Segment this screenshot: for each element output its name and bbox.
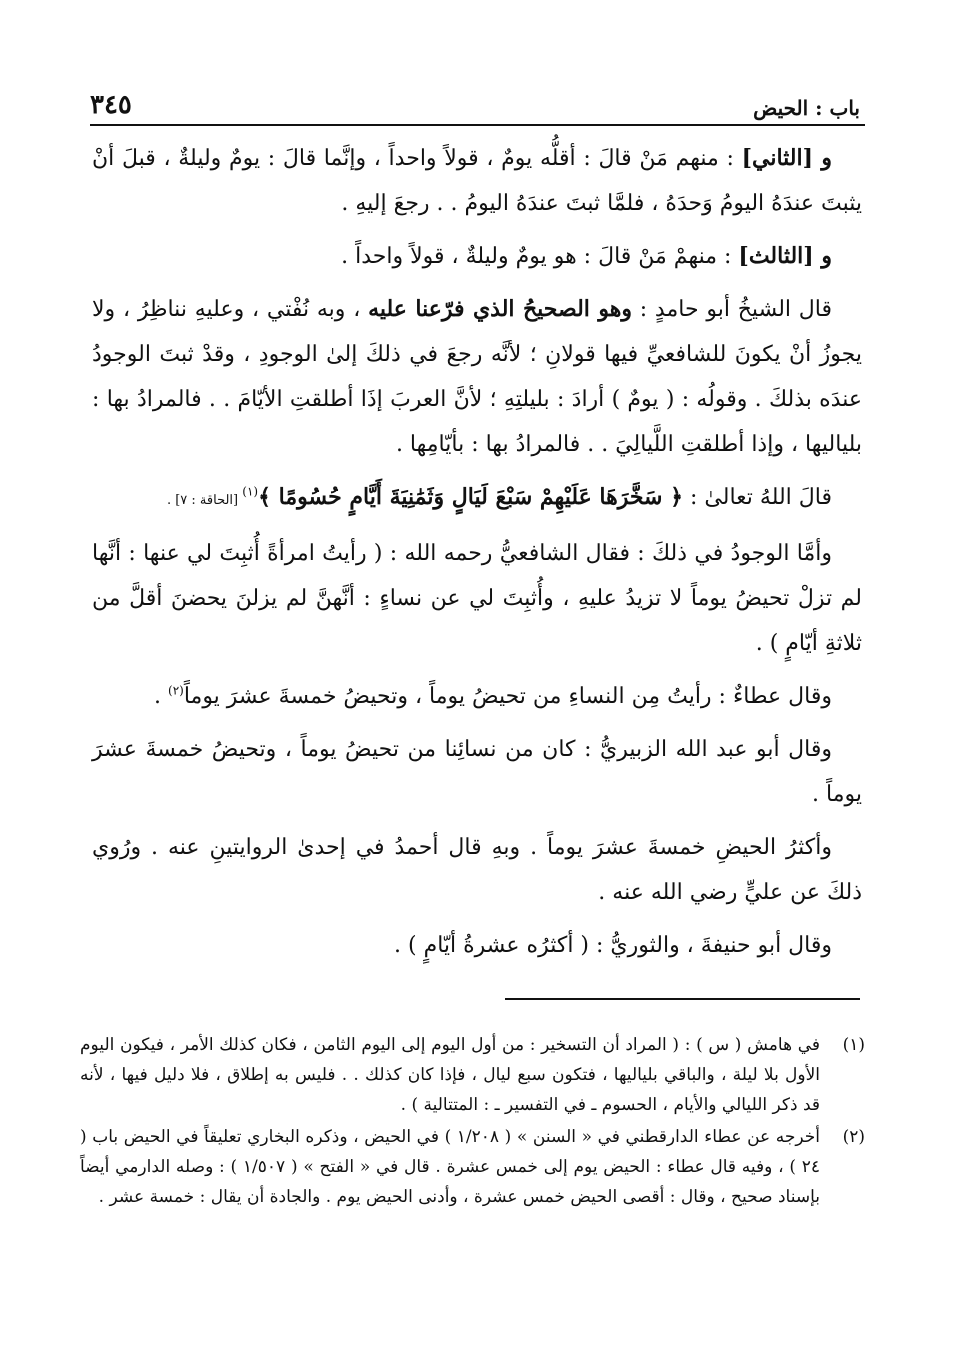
footnote-divider <box>505 998 860 1000</box>
page-number: ٣٤٥ <box>90 90 132 120</box>
paragraph-abu-hanifa: وقال أبو حنيفةَ ، والثوريُّ : ( أكثرُه عشرةُ أيّامٍ ) . <box>394 933 832 958</box>
paragraph-text: . <box>154 684 168 709</box>
paragraph-maximum-duration: وأكثرُ الحيضِ خمسةَ عشرَ يوماً . وبهِ قال أحمدُ في إحدىٰ الروايتينِ عنه . ورُوي ذلكَ عن عليٍّ رضي الله عنه . <box>92 835 862 905</box>
paragraph-abu-hamid <box>92 287 862 467</box>
paragraph-text: : منهم مَنْ قالَ : أقلُّه يومٌ ، قولاً واحداً ، وإنَّما قالَ : يومٌ وليلةٌ ، قبلَ أنْ يثبتَ عندَهُ اليومُ وَحدَهُ ، فلمَّا ثبتَ عندَهُ اليومُ . . رجعَ إليهِ . <box>92 146 862 216</box>
paragraph-second-opinion <box>92 136 862 226</box>
footnote-number: (٢) <box>842 1127 865 1147</box>
footnote-item <box>80 1122 865 1212</box>
paragraph-text: : منهمْ مَنْ قالَ : هو يومٌ وليلةٌ ، قولاً واحداً . <box>341 244 739 269</box>
section-label: و [الثاني] <box>741 145 832 171</box>
footnote-text: في هامش ( س ) : ( المراد أن التسخير : من أول اليوم إلى اليوم الثامن ، فكان كذلك الأمر ، فيكون اليوم الأول بلا ليلة ، والباقي بلياليها ، فتكون سبع ليال ، فإذا كان كذلك . . فليس به إطلاق ، فلا دليل فيها ، لأنه قد ذكر الليالي والأيام ، الحسوم ـ في التفسير ـ : المتتالية ) . <box>80 1035 820 1115</box>
main-text <box>92 136 862 976</box>
paragraph-text: ، وبه نُفْتي ، وعليهِ نناظِرُ ، ولا يجوزُ أنْ يكونَ للشافعيِّ فيها قولانِ ؛ لأنَّه رجعَ في ذلكَ إلىٰ الوجودِ ، وقدْ ثبتَ الوجودُ عندَه بذلكَ . وقولُه : ( يومٌ ) أرادَ : بليلتِهِ ؛ لأنَّ العربَ إذَا أطلقتِ الأيّامَ . . فالمرادُ بها : بلياليها ، وإذا أطلقتِ اللَّيالِيَ . . فالمرادُ بها : بأيّامِها . <box>92 297 862 457</box>
paragraph-shafii-observation: وأمَّا الوجودُ في ذلكَ : فقال الشافعيُّ رحمه الله : ( رأيتُ امرأةً أُثبِتَ لي عنها : أنَّها لم تزلْ تحيضُ يوماً لا تزيدُ عليهِ ، وأُثبِتَ لي عن نساءٍ : أنَّهنَّ لم يزلنَ يحضنَ أقلَّ من ثلاثةِ أيّامٍ ) . <box>92 541 862 656</box>
section-label: و [الثالث] <box>738 243 832 269</box>
paragraph-text: وقال عطاءٌ : رأيتُ مِن النساءِ من تحيضُ يوماً ، وتحيضُ خمسةَ عشرَ يوماً <box>183 684 832 709</box>
paragraph-ata <box>92 674 862 719</box>
chapter-title: باب : الحيض <box>753 96 860 120</box>
footnotes <box>80 1030 865 1214</box>
footnote-text: أخرجه عن عطاء الدارقطني في « السنن » ( ١/٢٠٨ ) في الحيض ، وذكره البخاري تعليقاً في الحيض باب ( ٢٤ ) ، وفيه قال عطاء : الحيض يوم إلى خمس عشرة . قال في « الفتح » ( ١/٥٠٧ ) : وصله الدارمي أيضاً بإسناد صحيح ، وقال : أقصى الحيض خمس عشرة ، وأدنى الحيض يوم . والجادة أن يقال : خمسة عشر . <box>80 1127 821 1207</box>
page-header <box>90 80 860 120</box>
paragraph-third-opinion <box>92 234 862 279</box>
paragraph-zubayri: وقال أبو عبد الله الزبيريُّ : كان من نسائِنا من تحيضُ يوماً ، وتحيضُ خمسةَ عشرَ يوماً . <box>92 737 862 807</box>
paragraph-text: قالَ اللهُ تعالىٰ : <box>683 485 832 510</box>
footnote-marker: (١) <box>242 484 259 499</box>
header-divider <box>90 124 865 126</box>
quran-verse: ﴿ سَخَّرَهَا عَلَيْهِمْ سَبْعَ لَيَالٍ وَثَمَٰنِيَةَ أَيَّامٍ حُسُومًا ﴾ <box>258 484 684 510</box>
paragraph-text: قال الشيخُ أبو حامدٍ : <box>631 297 832 322</box>
bold-phrase: وهو الصحيحُ الذي فرّعنا عليه <box>368 296 632 322</box>
footnote-marker: (٢) <box>168 683 184 698</box>
paragraph-quran-verse <box>92 475 862 523</box>
footnote-item <box>80 1030 865 1120</box>
verse-reference: [الحاقة : ٧] . <box>166 493 243 508</box>
footnote-number: (١) <box>842 1035 865 1055</box>
